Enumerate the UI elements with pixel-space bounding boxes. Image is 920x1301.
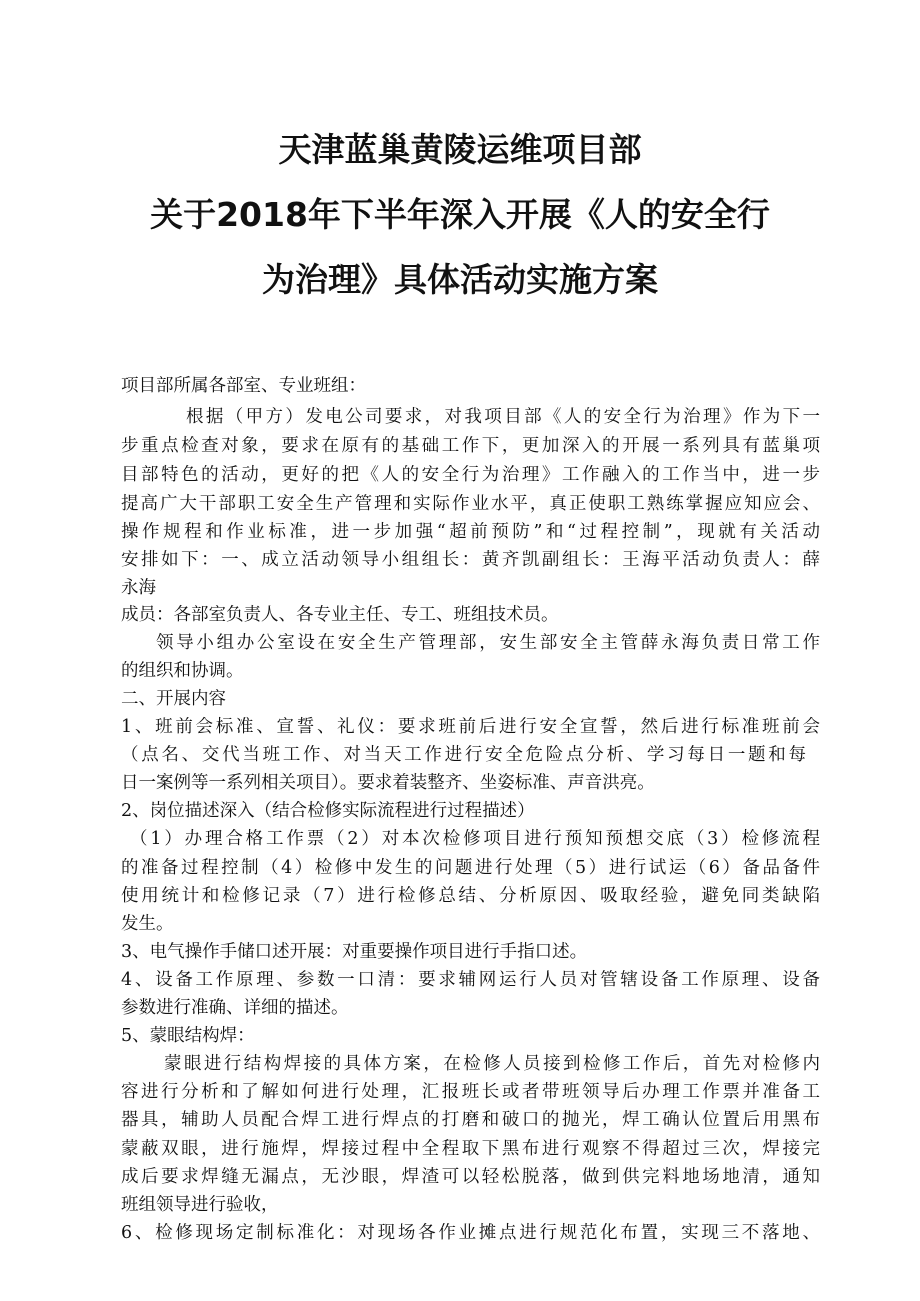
paragraph-line: 3、电气操作手储口述开展：对重要操作项目进行手指口述。 — [121, 942, 588, 962]
paragraph-line: 器具，辅助人员配合焊工进行焊点的打磨和破口的抛光，焊工确认位置后用黑布 — [121, 1110, 820, 1130]
paragraph-line: 永海 — [121, 578, 156, 598]
paragraph-line: 步重点检查对象，要求在原有的基础工作下，更加深入的开展一系列具有蓝巢项 — [121, 436, 820, 456]
title-line-3: 为治理》具体活动实施方案 — [262, 260, 658, 299]
paragraph-line: 成员：各部室负责人、各专业主任、专工、班组技术员。 — [121, 605, 559, 625]
paragraph-line: 5、蒙眼结构焊： — [121, 1026, 255, 1046]
paragraph-line: 提高广大干部职工安全生产管理和实际作业水平，真正使职工熟练掌握应知应会、 — [121, 494, 820, 514]
paragraph-line: 容进行分析和了解如何进行处理，汇报班长或者带班领导后办理工作票并准备工 — [121, 1082, 820, 1102]
paragraph-line: 班组领导进行验收， — [121, 1195, 279, 1215]
paragraph-line: 发生。 — [121, 914, 174, 934]
paragraph-line: 目部特色的活动，更好的把《人的安全行为治理》工作融入的工作当中，进一步 — [121, 465, 820, 485]
paragraph-line: 蒙眼进行结构焊接的具体方案，在检修人员接到检修工作后，首先对检修内 — [164, 1054, 820, 1074]
paragraph-line: 4、设备工作原理、参数一口清：要求辅网运行人员对管辖设备工作原理、设备 — [121, 970, 820, 990]
paragraph-line: 6、检修现场定制标准化：对现场各作业摊点进行规范化布置，实现三不落地、 — [121, 1223, 820, 1243]
paragraph-line: 的组织和协调。 — [121, 661, 244, 681]
paragraph-line: 操作规程和作业标准，进一步加强“超前预防”和“过程控制”，现就有关活动 — [121, 522, 820, 542]
paragraph-line: （1）办理合格工作票（2）对本次检修项目进行预知预想交底（3）检修流程 — [130, 829, 820, 849]
paragraph-line: 的准备过程控制（4）检修中发生的问题进行处理（5）进行试运（6）备品备件 — [121, 858, 820, 878]
paragraph-line: 2、岗位描述深入（结合检修实际流程进行过程描述） — [121, 801, 535, 821]
paragraph-line: 根据（甲方）发电公司要求，对我项目部《人的安全行为治理》作为下一 — [186, 407, 820, 427]
paragraph-line: 蒙蔽双眼，进行施焊，焊接过程中全程取下黑布进行观察不得超过三次，焊接完 — [121, 1139, 820, 1159]
paragraph-line: 1、班前会标准、宣誓、礼仪：要求班前后进行安全宣誓，然后进行标准班前会 — [121, 717, 820, 737]
paragraph-line: 使用统计和检修记录（7）进行检修总结、分析原因、吸取经验，避免同类缺陷 — [121, 886, 820, 906]
title-line-1: 天津蓝巢黄陵运维项目部 — [278, 130, 642, 169]
paragraph-line: 参数进行准确、详细的描述。 — [121, 998, 349, 1018]
paragraph-line: 日一案例等一系列相关项目）。要求着装整齐、坐姿标准、声音洪亮。 — [121, 773, 655, 793]
salutation: 项目部所属各部室、专业班组： — [121, 376, 366, 396]
paragraph-line: 领导小组办公室设在安全生产管理部，安生部安全主管薛永海负责日常工作 — [156, 633, 820, 653]
title-line-2: 关于2018年下半年深入开展《人的安全行 — [150, 195, 770, 234]
section-heading: 二、开展内容 — [121, 689, 226, 709]
paragraph-line: 成后要求焊缝无漏点，无沙眼，焊渣可以轻松脱落，做到供完料地场地清，通知 — [121, 1167, 820, 1187]
paragraph-line: （点名、交代当班工作、对当天工作进行安全危险点分析、学习每日一题和每 — [121, 745, 806, 765]
paragraph-line: 安排如下：一、成立活动领导小组组长：黄齐凯副组长：王海平活动负责人：薛 — [121, 550, 820, 570]
